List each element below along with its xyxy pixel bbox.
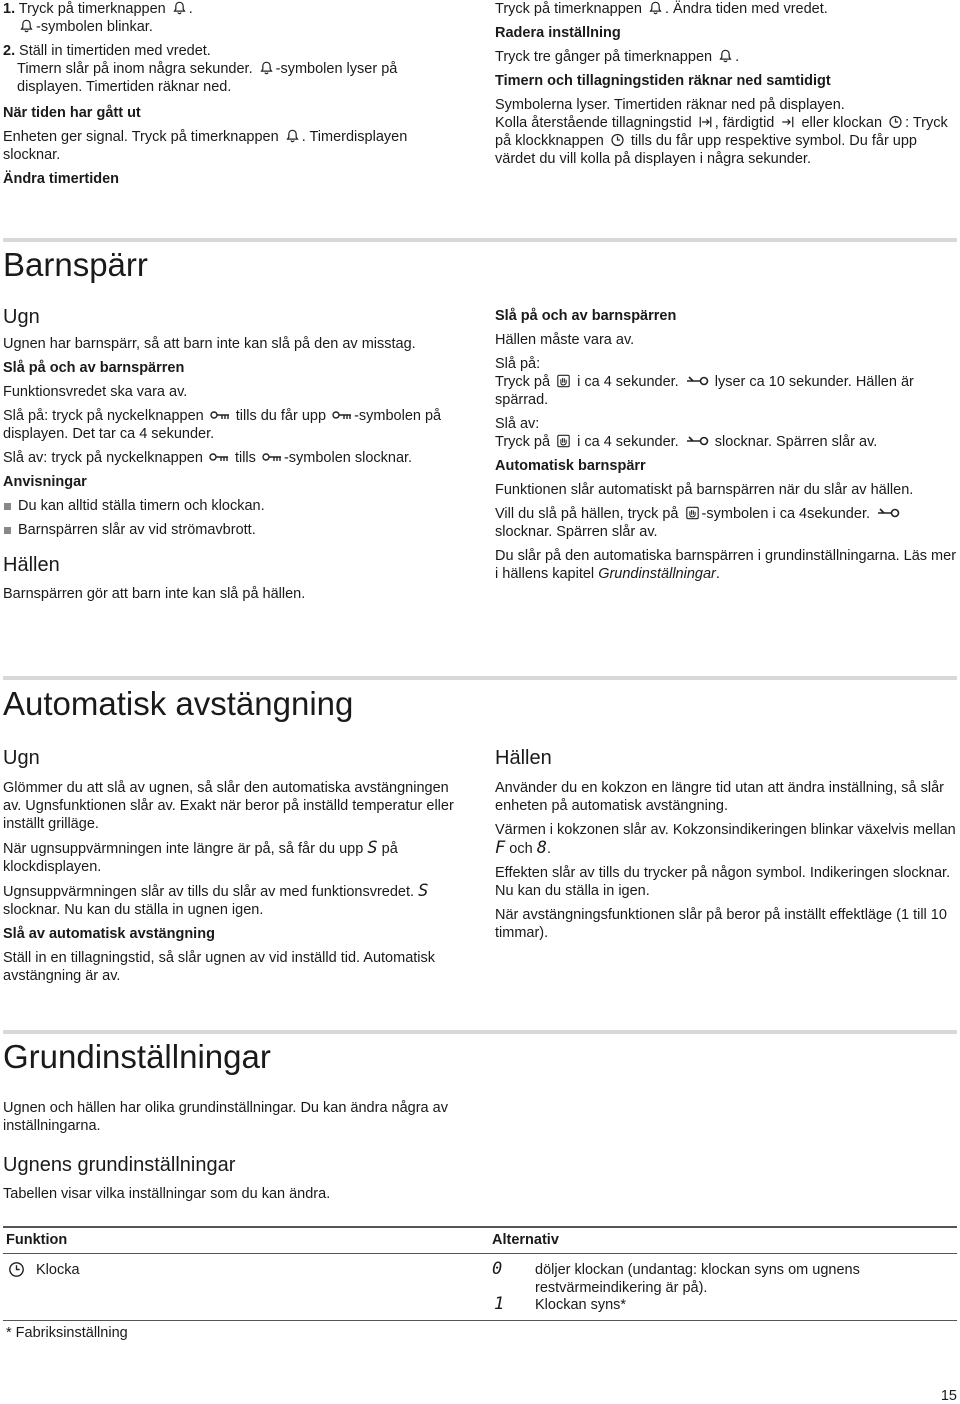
bell-icon <box>718 49 733 63</box>
bell-icon <box>19 19 34 33</box>
autooff-right-column <box>495 746 957 948</box>
table-header-rule <box>3 1253 957 1254</box>
table-bottom-rule <box>3 1320 957 1321</box>
section-divider <box>3 676 957 680</box>
bell-icon <box>648 1 663 15</box>
barnsparr-hob-onoff-text: Hällen måste vara av. <box>495 332 635 348</box>
table-row <box>4 1260 958 1300</box>
table-cell-seg: 0 <box>492 1259 503 1279</box>
lock-indicator-icon <box>876 506 900 520</box>
segment-display-f: F <box>495 838 506 858</box>
key-icon <box>210 408 230 422</box>
autooff-hob-p1: Använder du en kokzon en längre tid utan att ändra inställning, så slår enheten på automatisk avstängning. <box>495 780 944 814</box>
timer-right-column <box>495 0 957 174</box>
table-cell-function: Klocka <box>36 1262 80 1278</box>
barnsparr-oven-intro: Ugnen har barnspärr, så att barn inte kan slå på den av misstag. <box>3 336 416 352</box>
table-header-function: Funktion <box>6 1232 68 1248</box>
barnsparr-oven-off: Slå av: tryck på nyckelknappen tills -symbolen slocknar. <box>3 450 413 466</box>
table-cell-seg: 1 <box>494 1294 505 1314</box>
timer-reset-text: Tryck tre gånger på timerknappen . <box>495 49 740 65</box>
end-time-icon <box>780 115 795 129</box>
clock-icon <box>8 1261 25 1278</box>
timer-parallel-text-1: Symbolerna lyser. Timertiden räknar ned på displayen. <box>495 97 845 113</box>
segment-display-s: S <box>367 838 378 858</box>
hand-lock-icon <box>556 434 571 448</box>
lock-indicator-icon <box>685 434 709 448</box>
segment-display-s: S <box>418 881 429 901</box>
timer-step-1: 1. Tryck på timerknappen . <box>3 1 193 17</box>
timer-parallel-text-2: Kolla återstående tillagningstid , färdigtid eller klockan : Tryck på klockknappen tills du får upp respektive symbol. Du får upp värdet du vill kolla på displayen i några sekunder. <box>495 115 948 167</box>
clock-icon <box>610 133 625 147</box>
settings-oven-heading: Ugnens grundinställningar <box>3 1154 236 1176</box>
bell-icon <box>172 1 187 15</box>
barnsparr-title: Barnspärr <box>3 246 148 283</box>
barnsparr-auto-text-1: Funktionen slår automatiskt på barnspärren när du slår av hällen. <box>495 482 914 498</box>
bell-icon <box>285 129 300 143</box>
barnsparr-oven-onoff-heading: Slå på och av barnspärren <box>3 360 185 376</box>
hand-lock-icon <box>556 374 571 388</box>
clock-icon <box>888 115 903 129</box>
barnsparr-oven-heading: Ugn <box>3 306 40 328</box>
barnsparr-auto-text-3: Du slår på den automatiska barnspärren i grundinställningarna. Läs mer i hällens kapitel Grundinställningar. <box>495 548 957 582</box>
autooff-oven-p2: När ugnsuppvärmningen inte längre är på, så får du upp S på klockdisplayen. <box>3 838 398 875</box>
key-icon <box>332 408 352 422</box>
timer-elapsed-text: Enheten ger signal. Tryck på timerknappen . Timerdisplayen slocknar. <box>3 129 408 163</box>
barnsparr-hob-off: Tryck på i ca 4 sekunder. slocknar. Spärren slår av. <box>495 434 878 450</box>
key-icon <box>209 450 229 464</box>
section-divider <box>3 1030 957 1034</box>
hand-lock-icon <box>685 506 700 520</box>
settings-intro: Ugnen och hällen har olika grundinställningar. Du kan ändra några av inställningarna. <box>3 1100 448 1134</box>
barnsparr-hob-on: Tryck på i ca 4 sekunder. lyser ca 10 sekunder. Hällen är spärrad. <box>495 374 914 408</box>
barnsparr-notes-heading: Anvisningar <box>3 474 87 490</box>
timer-parallel-heading: Timern och tillagningstiden räknar ned samtidigt <box>495 73 831 89</box>
autooff-hob-p3: Effekten slår av tills du trycker på någon symbol. Indikeringen slocknar. Nu kan du ställa in igen. <box>495 865 951 899</box>
settings-oven-intro: Tabellen visar vilka inställningar som du kan ändra. <box>3 1186 331 1202</box>
autooff-hob-p2: Värmen i kokzonen slår av. Kokzonsindikeringen blinkar växelvis mellan F och 8. <box>495 822 956 858</box>
timer-step-1-cont: -symbolen blinkar. <box>3 18 463 36</box>
timer-reset-heading: Radera inställning <box>495 25 621 41</box>
timer-change-heading: Ändra timertiden <box>3 171 120 187</box>
table-row <box>4 1295 958 1317</box>
barnsparr-hob-onoff-heading: Slå på och av barnspärren <box>495 308 677 324</box>
timer-step-2: 2. Ställ in timertiden med vredet. <box>3 43 211 59</box>
list-item: Du kan alltid ställa timern och klockan. <box>3 497 465 515</box>
barnsparr-oven-on: Slå på: tryck på nyckelknappen tills du får upp -symbolen på displayen. Det tar ca 4 sekunder. <box>3 408 442 442</box>
barnsparr-hob-intro: Barnspärren gör att barn inte kan slå på hällen. <box>3 586 306 602</box>
barnsparr-auto-heading: Automatisk barnspärr <box>495 458 646 474</box>
barnsparr-auto-text-2: Vill du slå på hällen, tryck på -symbolen i ca 4sekunder. slocknar. Spärren slår av. <box>495 505 957 541</box>
page-number: 15 <box>940 1388 957 1404</box>
section-divider <box>3 238 957 242</box>
duration-icon <box>698 115 713 129</box>
barnsparr-right-column <box>495 307 957 589</box>
autooff-left-column <box>3 746 465 991</box>
table-top-rule <box>3 1226 957 1228</box>
barnsparr-oven-onoff-text: Funktionsvredet ska vara av. <box>3 384 188 400</box>
table-footnote: * Fabriksinställning <box>6 1325 128 1341</box>
barnsparr-hob-off-label: Slå av: <box>495 416 540 432</box>
settings-intro-block <box>3 1099 465 1209</box>
barnsparr-left-column <box>3 305 465 609</box>
timer-left-column <box>3 0 463 194</box>
lock-indicator-icon <box>685 374 709 388</box>
autooff-oven-off-text: Ställ in en tillagningstid, så slår ugnen av vid inställd tid. Automatisk avstängning är av. <box>3 950 436 984</box>
barnsparr-hob-heading: Hällen <box>3 554 60 576</box>
autooff-oven-p1: Glömmer du att slå av ugnen, så slår den automatiska avstängningen av. Ugnsfunktionen slår av. Exakt när beror på inställd temperatur eller inställt grilläge. <box>3 780 454 832</box>
timer-change-text: Tryck på timerknappen . Ändra tiden med vredet. <box>495 1 828 17</box>
timer-step-2-cont: Timern slår på inom några sekunder. -symbolen lyser på displayen. Timertiden räknar ned. <box>17 61 398 95</box>
table-cell-text: Klockan syns* <box>535 1297 627 1313</box>
autooff-hob-p4: När avstängningsfunktionen slår på beror på inställt effektläge (1 till 10 timmar). <box>495 907 947 941</box>
bell-icon <box>259 61 274 75</box>
barnsparr-hob-on-label: Slå på: <box>495 356 541 372</box>
settings-title: Grundinställningar <box>3 1038 271 1075</box>
timer-elapsed-heading: När tiden har gått ut <box>3 105 141 121</box>
list-item: Barnspärren slår av vid strömavbrott. <box>3 521 465 539</box>
autooff-oven-off-heading: Slå av automatisk avstängning <box>3 926 215 942</box>
autooff-oven-heading: Ugn <box>3 747 40 769</box>
table-cell-text: döljer klockan (undantag: klockan syns om ugnens restvärmeindikering är på). <box>535 1262 860 1296</box>
autooff-title: Automatisk avstängning <box>3 685 354 722</box>
barnsparr-notes-list <box>3 497 465 539</box>
autooff-hob-heading: Hällen <box>495 747 552 769</box>
key-icon <box>262 450 282 464</box>
autooff-oven-p3: Ugnsuppvärmningen slår av tills du slår av med funktionsvredet. S slocknar. Nu kan du ställa in ugnen igen. <box>3 881 429 918</box>
segment-display-8: 8 <box>536 838 547 858</box>
table-header-alternative: Alternativ <box>492 1232 559 1248</box>
